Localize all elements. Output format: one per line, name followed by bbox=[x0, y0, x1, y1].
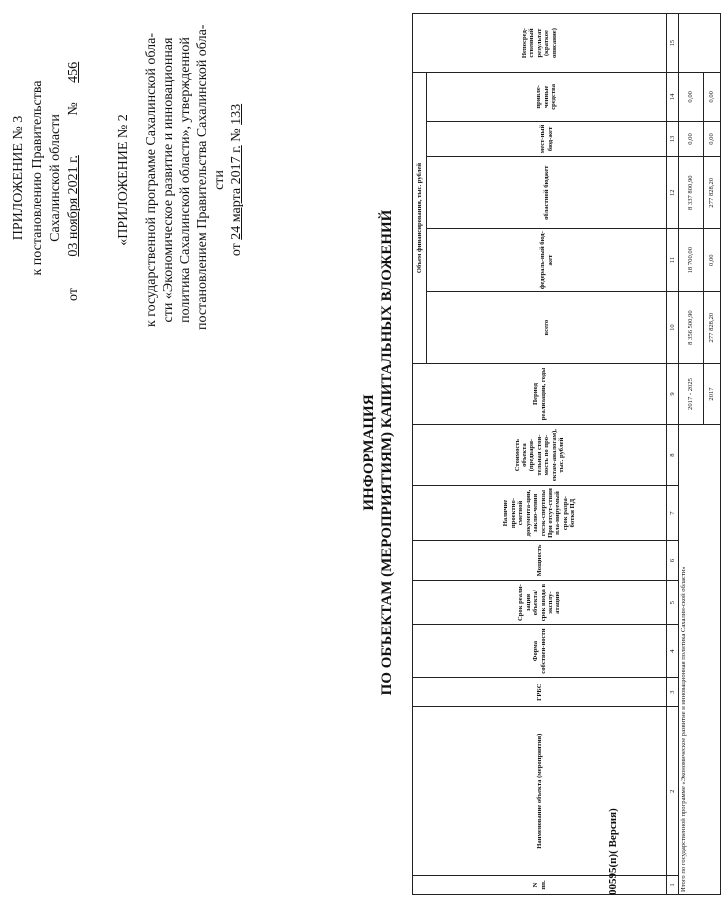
appendix-num-label: № bbox=[66, 102, 81, 116]
col-number: 13 bbox=[667, 121, 679, 157]
appendix-date: 03 ноября 2021 г. bbox=[66, 155, 81, 257]
regional-cell: 8 337 800,90 bbox=[679, 157, 704, 229]
header-docs: Наличие проектно-сметной документа-ции, заклю-чения госэк-спертизы При отсут-ствии пла-нируемый срок разра-ботки ПД bbox=[413, 486, 667, 541]
prev-appendix-num-label: № bbox=[229, 128, 244, 142]
title-line1: ИНФОРМАЦИЯ bbox=[361, 394, 377, 511]
footer-version: 00595(п)( Версия) bbox=[607, 808, 619, 895]
header-ownership: Форма собствен-ности bbox=[413, 625, 667, 678]
header-grbs: ГРБС bbox=[413, 677, 667, 707]
header-funding-group: Объем финансирования, тыс. рублей bbox=[413, 73, 427, 364]
prev-appendix-date: 24 марта 2017 г. bbox=[229, 145, 244, 240]
attracted-cell: 0,00 bbox=[704, 73, 721, 121]
header-capacity: Мощность bbox=[413, 540, 667, 580]
col-number: 2 bbox=[667, 707, 679, 876]
col-number: 1 bbox=[667, 876, 679, 895]
regional-cell: 277 828,20 bbox=[704, 157, 721, 229]
local-cell: 0,00 bbox=[704, 121, 721, 157]
summary-label: Итого по государственной программе «Экономическое развитие и инновационная политика Сахалин-ской области» bbox=[679, 425, 721, 895]
header-regional: областной бюджет bbox=[427, 157, 667, 229]
appendix-line3: Сахалинской области bbox=[48, 114, 63, 242]
local-cell: 0,00 bbox=[679, 121, 704, 157]
appendix-line1: ПРИЛОЖЕНИЕ № 3 bbox=[11, 115, 26, 241]
total-cell: 277 828,20 bbox=[704, 292, 721, 364]
appendix-from-label: от bbox=[66, 288, 81, 301]
appendix-line2: к постановлению Правительства bbox=[30, 80, 45, 276]
federal-cell: 0,00 bbox=[704, 229, 721, 292]
capital-investments-table bbox=[412, 13, 721, 895]
prev-appendix-from-label: от bbox=[229, 243, 244, 257]
total-cell: 8 356 500,90 bbox=[679, 292, 704, 364]
header-name: Наименование объекта (мероприятия) bbox=[413, 707, 667, 876]
col-number: 11 bbox=[667, 229, 679, 292]
period-cell: 2017 bbox=[704, 363, 721, 424]
prev-appendix-line4: политика Сахалинской области», утвержденной bbox=[178, 37, 193, 323]
column-numbers-row bbox=[667, 14, 679, 895]
header-total: всего bbox=[427, 292, 667, 364]
prev-appendix-line5: постановлением Правительства Сахалинской обла- bbox=[195, 24, 210, 330]
col-number: 9 bbox=[667, 363, 679, 424]
result-cell bbox=[679, 14, 721, 73]
title-line2: ПО ОБЪЕКТАМ (МЕРОПРИЯТИЯМ) КАПИТАЛЬНЫХ ВЛОЖЕНИЙ bbox=[379, 209, 395, 696]
col-number: 12 bbox=[667, 157, 679, 229]
col-number: 4 bbox=[667, 625, 679, 678]
header-period: Период реализации, годы bbox=[413, 363, 667, 424]
col-number: 7 bbox=[667, 486, 679, 541]
col-number: 14 bbox=[667, 73, 679, 121]
header-cost: Стоимость объекта (предвари-тельная стои-мость по про-ектам-аналогам), тыс. рублей bbox=[413, 425, 667, 486]
header-term: Срок реали-зации объекта/ срок ввода в эксплу-атацию bbox=[413, 580, 667, 624]
prev-appendix-number: 133 bbox=[229, 103, 244, 125]
prev-appendix-line2: к государственной программе Сахалинской обла- bbox=[144, 32, 159, 328]
federal-cell: 18 700,00 bbox=[679, 229, 704, 292]
col-number: 10 bbox=[667, 292, 679, 364]
header-local: мест-ный бюд-жет bbox=[427, 121, 667, 157]
col-number: 8 bbox=[667, 425, 679, 486]
attracted-cell: 0,00 bbox=[679, 73, 704, 121]
col-number: 6 bbox=[667, 540, 679, 580]
prev-appendix-line1: «ПРИЛОЖЕНИЕ № 2 bbox=[116, 114, 131, 246]
prev-appendix-line6: сти bbox=[212, 170, 227, 190]
header-num: N пп. bbox=[413, 876, 667, 895]
header-result: Непосред-ственный результат (краткое описание) bbox=[413, 14, 667, 73]
header-attracted: привле-ченные средства bbox=[427, 73, 667, 121]
appendix-date-line bbox=[65, 58, 82, 301]
prev-appendix-line3: сти «Экономическое развитие и инновационная bbox=[161, 37, 176, 323]
appendix-number: 456 bbox=[66, 61, 81, 83]
period-cell: 2017 - 2025 bbox=[679, 363, 704, 424]
col-number: 15 bbox=[667, 14, 679, 73]
header-federal: федераль-ный бюд-жет bbox=[427, 229, 667, 292]
col-number: 5 bbox=[667, 580, 679, 624]
table-row bbox=[679, 14, 704, 895]
prev-appendix-date-line bbox=[228, 30, 245, 330]
col-number: 3 bbox=[667, 677, 679, 707]
